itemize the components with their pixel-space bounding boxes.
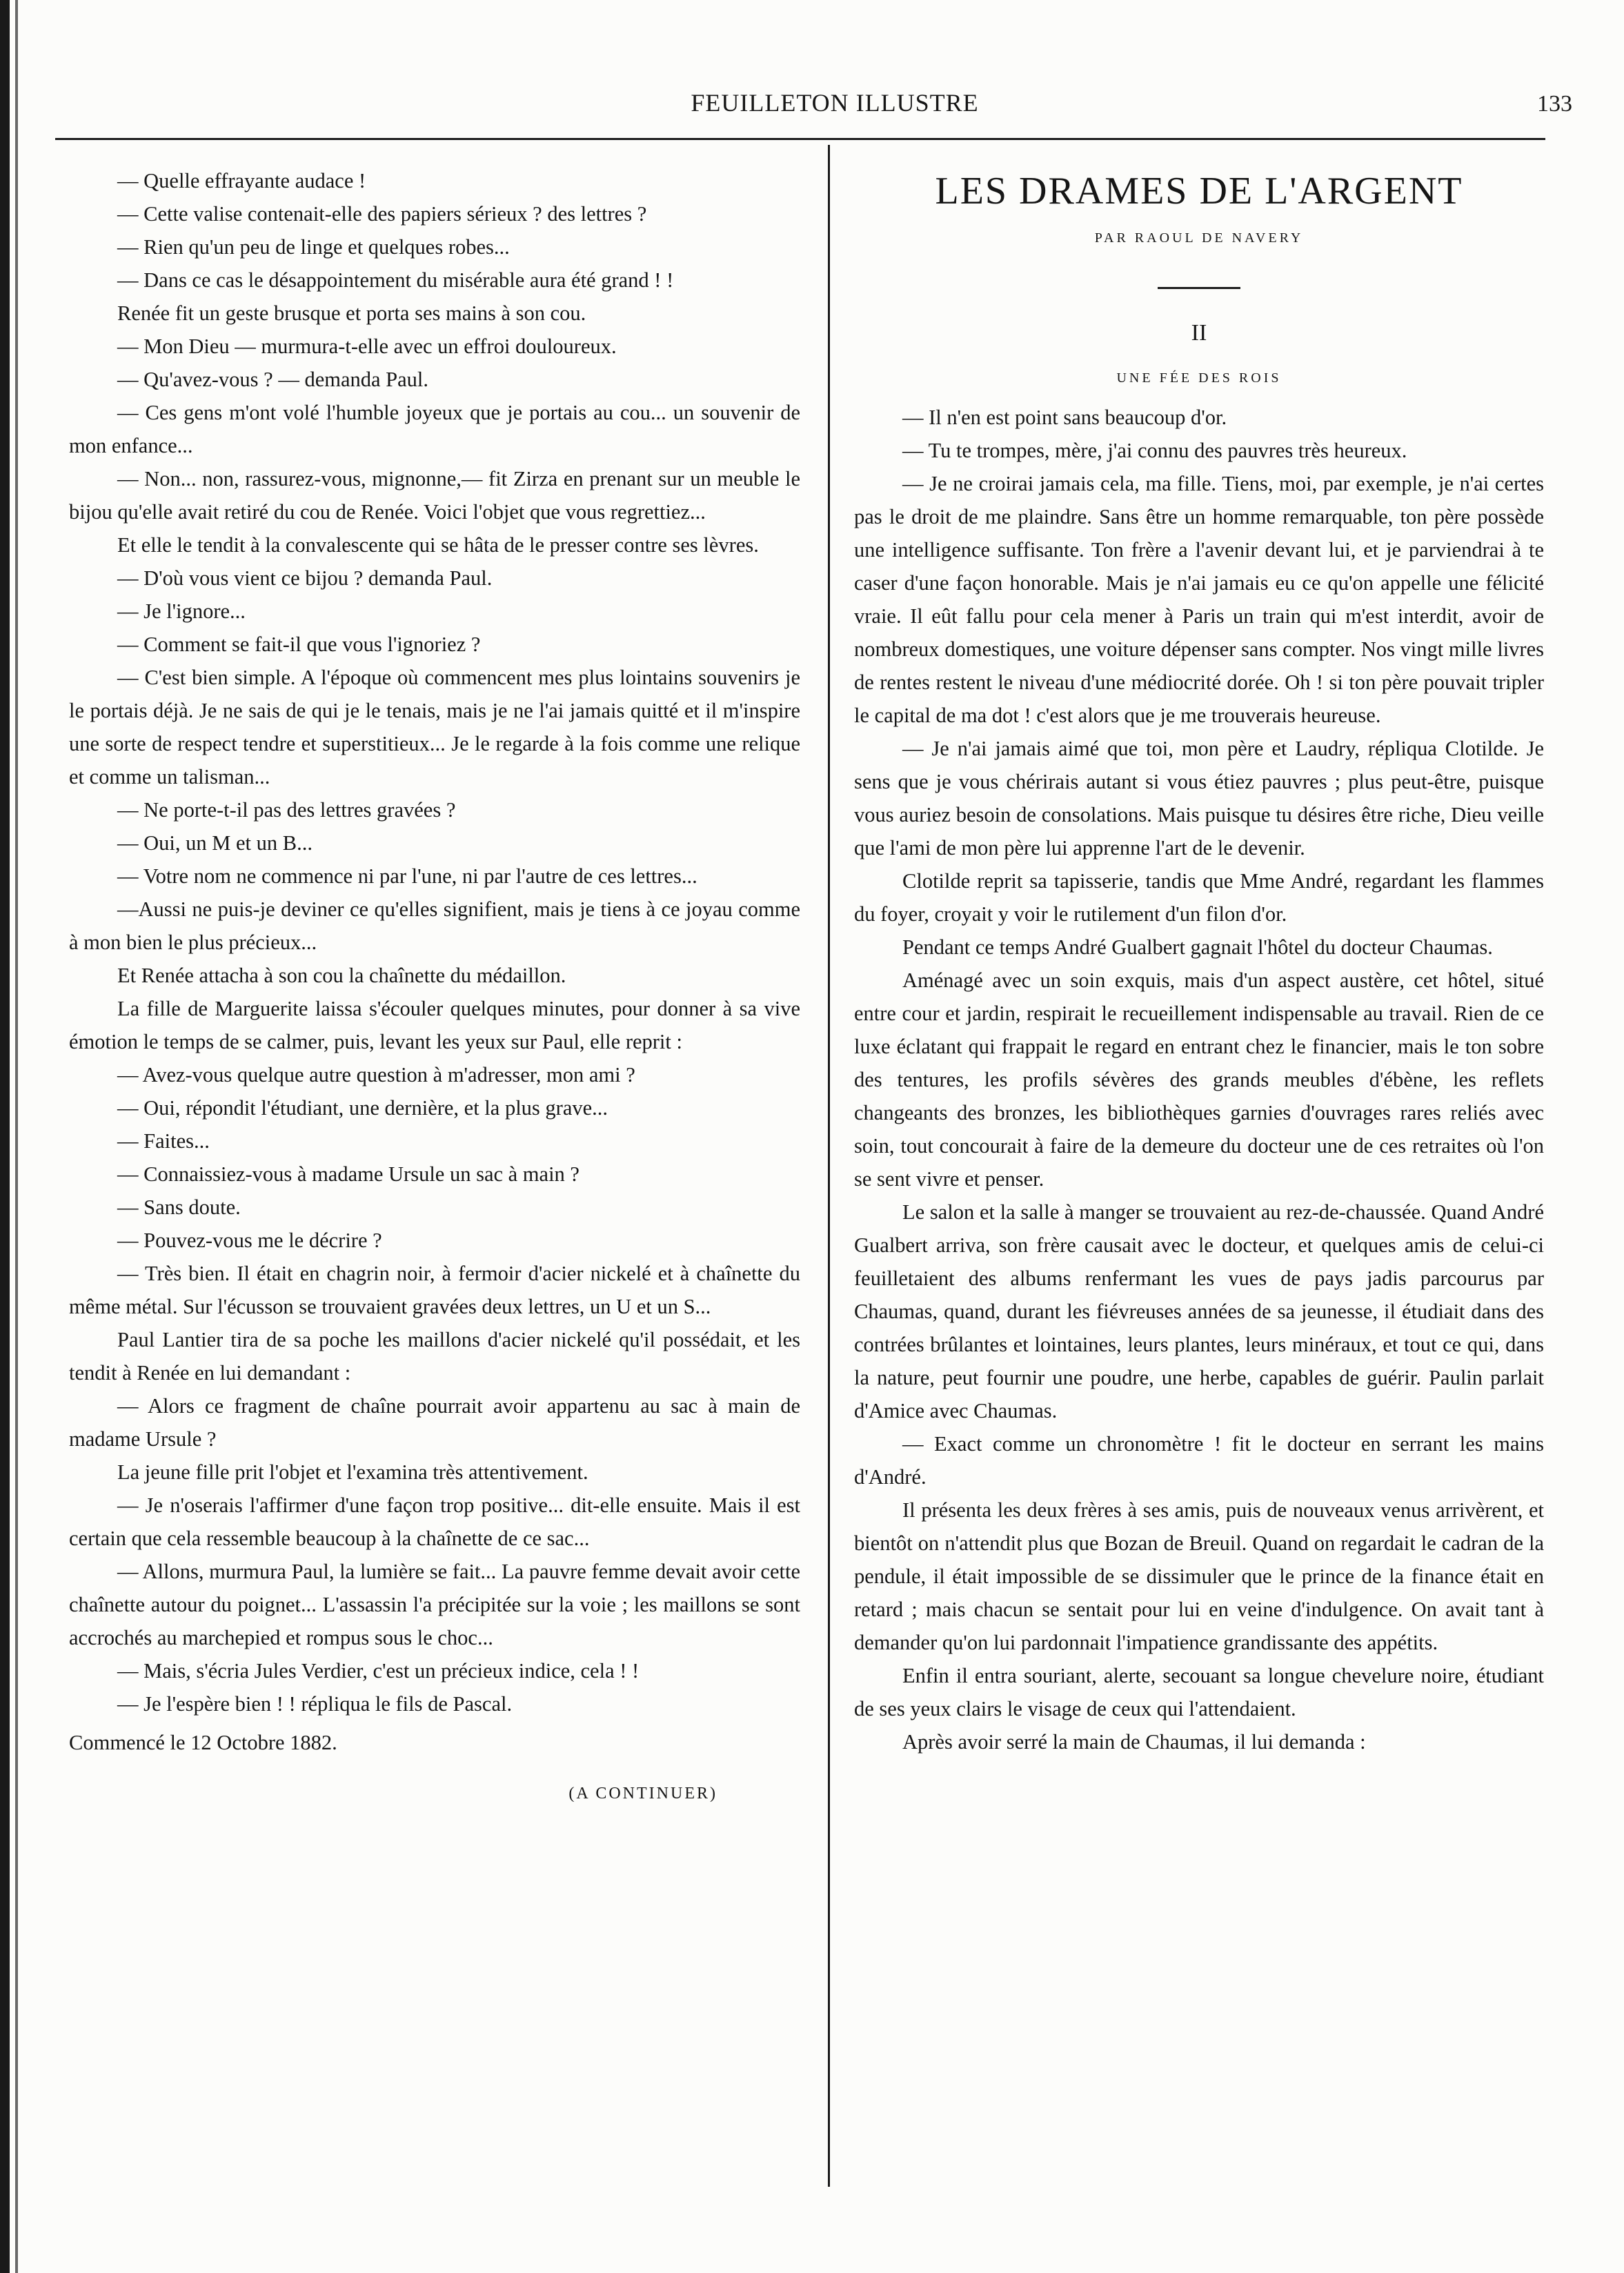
binding-edge <box>0 0 10 2273</box>
column-divider <box>828 145 830 2187</box>
paragraph: — Votre nom ne commence ni par l'une, ni par l'autre de ces lettres... <box>117 864 697 888</box>
running-title: FEUILLETON ILLUSTRE <box>691 89 979 117</box>
paragraph: Après avoir serré la main de Chaumas, il lui demanda : <box>902 1730 1366 1754</box>
paragraph: —Aussi ne puis-je deviner ce qu'elles signifient, mais je tiens à ce joyau comme à mon bien le plus précieux... <box>69 897 800 954</box>
paragraph: — Exact comme un chronomètre ! fit le docteur en serrant les mains d'André. <box>854 1432 1544 1489</box>
paragraph: — Je n'oserais l'affirmer d'une façon trop positive... dit-elle ensuite. Mais il est certain que cela ressemble beaucoup à la chaînette de ce sac... <box>69 1493 800 1550</box>
paragraph: — Je n'ai jamais aimé que toi, mon père et Laudry, répliqua Clotilde. Je sens que je vous chérirais autant si vous étiez pauvres ; plus peut-être, puisque vous auriez besoin de consolations. Mais puisque tu désires être riche, Dieu veille que l'ami de mon père lui apprenne l'art de le devenir. <box>854 737 1544 860</box>
paragraph: — Faites... <box>117 1129 210 1153</box>
paragraph: La fille de Marguerite laissa s'écouler quelques minutes, pour donner à sa vive émotion le temps de se calmer, puis, levant les yeux sur Paul, elle reprit : <box>69 997 800 1053</box>
paragraph: — Tu te trompes, mère, j'ai connu des pauvres très heureux. <box>902 439 1407 462</box>
paragraph: — Connaissiez-vous à madame Ursule un sac à main ? <box>117 1162 580 1186</box>
paragraph: Il présenta les deux frères à ses amis, puis de nouveaux venus arrivèrent, et bientôt on n'attendit plus que Bozan de Breuil. Quand on regardait le cadran de la pendule, il était impossible de se dissimuler que le prince de la finance était en retard ; mais chacun se sentait pour lui en veine d'indulgence. On avait tant à demander qu'on lui pardonnait l'impatience grandissante des appétits. <box>854 1498 1544 1654</box>
paragraph: Aménagé avec un soin exquis, mais d'un aspect austère, cet hôtel, situé entre cour et jardin, respirait le recueillement indispensable au travail. Rien de ce luxe éclatant qui frappait le regard en entrant chez le financier, mais le ton sobre des tentures, les profils sévères des grands meubles d'ébène, les reflets changeants des bronzes, les bibliothèques garnies d'ouvrages rares reliés avec soin, tout concourait à faire de la demeure du docteur une de ces retraites où l'on se sent vivre et penser. <box>854 969 1544 1191</box>
page-number: 133 <box>1537 91 1572 117</box>
paragraph: — Je l'espère bien ! ! répliqua le fils de Pascal. <box>117 1692 513 1716</box>
chapter-title: UNE FÉE DES ROIS <box>1116 370 1282 386</box>
paragraph: — Quelle effrayante audace ! <box>117 169 366 192</box>
chapter-number: II <box>1191 320 1207 346</box>
paragraph: — Très bien. Il était en chagrin noir, à fermoir d'acier nickelé et à chaînette du même métal. Sur l'écusson se trouvaient gravées deux lettres, un U et un S... <box>69 1262 800 1318</box>
paragraph: — Ces gens m'ont volé l'humble joyeux que je portais au cou... un souvenir de mon enfance... <box>69 401 800 457</box>
paragraph: — Mais, s'écria Jules Verdier, c'est un précieux indice, cela ! ! <box>117 1659 640 1683</box>
binding-edge-line <box>15 0 18 2273</box>
paragraph: Clotilde reprit sa tapisserie, tandis que Mme André, regardant les flammes du foyer, croyait y voir le rutilement d'un filon d'or. <box>854 869 1544 926</box>
paragraph: — Il n'en est point sans beaucoup d'or. <box>902 406 1227 429</box>
paragraph: — Cette valise contenait-elle des papiers sérieux ? des lettres ? <box>117 202 647 226</box>
paragraph: — Pouvez-vous me le décrire ? <box>117 1229 382 1252</box>
paragraph: — Qu'avez-vous ? — demanda Paul. <box>117 368 429 391</box>
paragraph: Enfin il entra souriant, alerte, secouant sa longue chevelure noire, étudiant de ses yeux clairs le visage de ceux qui l'attendaient. <box>854 1664 1544 1720</box>
paragraph: Renée fit un geste brusque et porta ses mains à son cou. <box>117 301 586 325</box>
paragraph: — Alors ce fragment de chaîne pourrait avoir appartenu au sac à main de madame Ursule ? <box>69 1394 800 1451</box>
right-column <box>854 164 1544 1758</box>
paragraph: — Oui, répondit l'étudiant, une dernière, et la plus grave... <box>117 1096 608 1120</box>
paragraph: — D'où vous vient ce bijou ? demanda Paul. <box>117 566 493 590</box>
title-rule <box>1158 287 1240 289</box>
paragraph: — Comment se fait-il que vous l'ignoriez ? <box>117 633 481 656</box>
paragraph: La jeune fille prit l'objet et l'examina très attentivement. <box>117 1460 588 1484</box>
paragraph: — Je l'ignore... <box>117 599 246 623</box>
paragraph: — Mon Dieu — murmura-t-elle avec un effroi douloureux. <box>117 335 617 358</box>
paragraph: — Avez-vous quelque autre question à m'adresser, mon ami ? <box>117 1063 635 1086</box>
paragraph: Paul Lantier tira de sa poche les maillons d'acier nickelé qu'il possédait, et les tendit à Renée en lui demandant : <box>69 1328 800 1384</box>
paragraph: Et Renée attacha à son cou la chaînette du médaillon. <box>117 964 566 987</box>
paragraph: — Non... non, rassurez-vous, mignonne,— fit Zirza en prenant sur un meuble le bijou qu'elle avait retiré du cou de Renée. Voici l'objet que vous regrettiez... <box>69 467 800 524</box>
start-date-line: Commencé le 12 Octobre 1882. <box>69 1731 337 1754</box>
paragraph: Le salon et la salle à manger se trouvaient au rez-de-chaussée. Quand André Gualbert arriva, son frère causait avec le docteur, et quelques amis de celui-ci feuilletaient des albums renfermant les vues de pays jadis parcourus par Chaumas, quand, durant les fiévreuses années de sa jeunesse, il étudiait dans des contrées brûlantes et lointaines, leurs plantes, leurs minéraux, et tout ce qui, dans la nature, peut fournir une poudre, une herbe, capables de guérir. Paulin parlait d'Amice avec Chaumas. <box>854 1200 1544 1422</box>
paragraph: Pendant ce temps André Gualbert gagnait l'hôtel du docteur Chaumas. <box>902 935 1493 959</box>
paragraph: — Rien qu'un peu de linge et quelques robes... <box>117 235 510 259</box>
paragraph: Et elle le tendit à la convalescente qui se hâta de le presser contre ses lèvres. <box>117 533 759 557</box>
header-rule <box>55 138 1545 140</box>
left-column <box>69 164 800 1810</box>
paragraph: — Ne porte-t-il pas des lettres gravées ? <box>117 798 456 822</box>
paragraph: — Dans ce cas le désappointement du misérable aura été grand ! ! <box>117 268 674 292</box>
to-be-continued: (A CONTINUER) <box>568 1785 717 1803</box>
paragraph: — Sans doute. <box>117 1195 241 1219</box>
serial-title: LES DRAMES DE L'ARGENT <box>935 170 1463 212</box>
paragraph: — Je ne croirai jamais cela, ma fille. Tiens, moi, par exemple, je n'ai certes pas le droit de me plaindre. Sans être un homme remarquable, ton père possède une intelligence suffisante. Ton frère a l'avenir devant lui, et je parviendrai à te caser d'une façon honorable. Mais je n'ai jamais eu ce qu'on appelle une félicité vraie. Il eût fallu pour cela mener à Paris un train qui m'est interdit, avoir de nombreux domestiques, une voiture dépenser sans compter. Nos vingt mille livres de rentes restent le niveau d'une médiocrité dorée. Oh ! si ton père pouvait tripler le capital de ma dot ! c'est alors que je me trouverais heureuse. <box>854 472 1544 727</box>
paragraph: — Oui, un M et un B... <box>117 831 313 855</box>
author-byline: PAR RAOUL DE NAVERY <box>1094 230 1304 246</box>
paragraph: — C'est bien simple. A l'époque où commencent mes plus lointains souvenirs je le portais déjà. Je ne sais de qui je le tenais, mais je ne l'ai jamais quitté et il m'inspire une sorte de respect tendre et superstitieux... Je le regarde à la fois comme une relique et comme un talisman... <box>69 666 800 788</box>
paragraph: — Allons, murmura Paul, la lumière se fait... La pauvre femme devait avoir cette chaînette autour du poignet... L'assassin l'a précipitée sur la voie ; les maillons se sont accrochés au marchepied et rompus sous le choc... <box>69 1560 800 1649</box>
